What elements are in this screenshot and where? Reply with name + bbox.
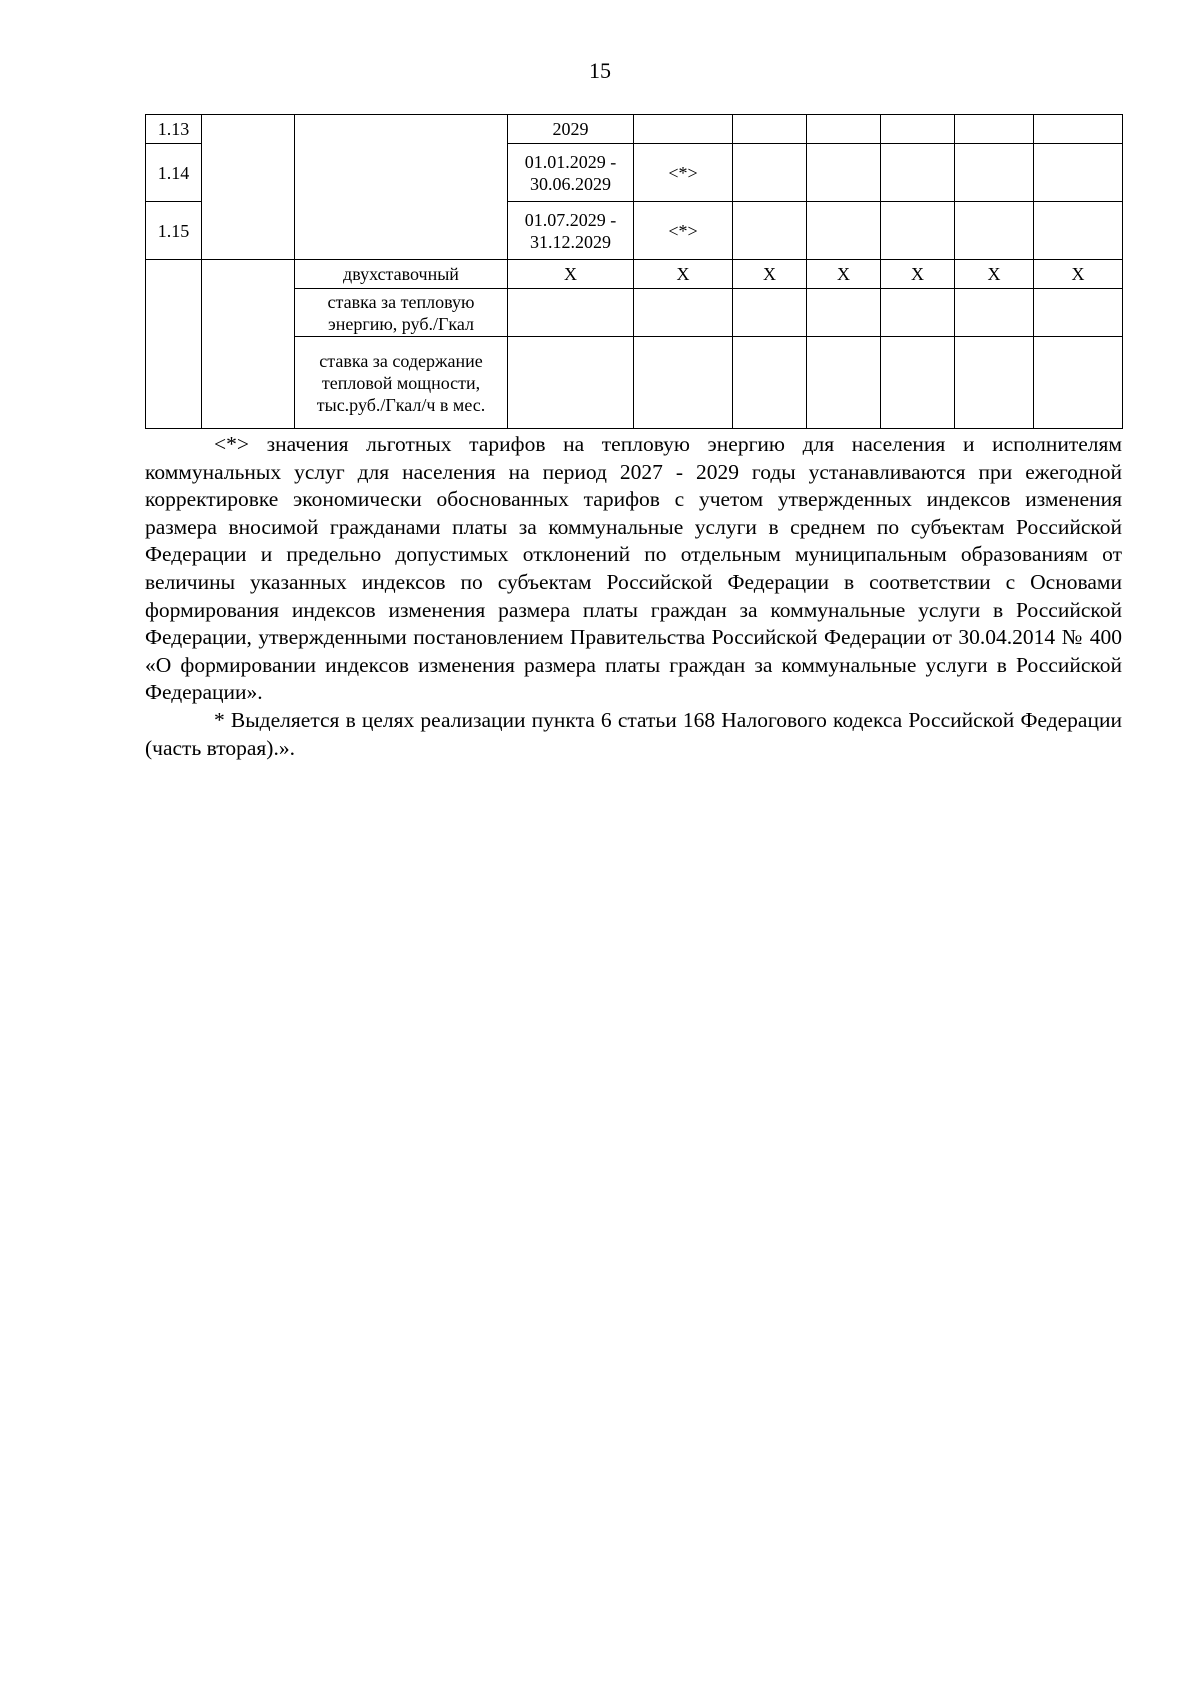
x-mark: Х (733, 260, 807, 289)
table-row (146, 260, 1123, 289)
empty-cell (733, 337, 807, 429)
empty-cell (1034, 337, 1123, 429)
empty-cell (508, 289, 634, 337)
value-cell: <*> (634, 144, 733, 202)
footnote-preferential-tariffs: <*> значения льготных тарифов на тепловую энергию для населения и исполнителям коммунальных услуг для населения на период 2027 - 2029 годы устанавливаются при ежегодной корректировке экономически обоснованных тарифов с учетом утвержденных индексов изменения размера вносимой гражданами платы за коммунальные услуги в среднем по субъектам Российской Федерации и предельно допустимых отклонений по отдельным муниципальным образованиям от величины указанных индексов по субъектам Российской Федерации в соответствии с Основами формирования индексов изменения размера платы граждан за коммунальные услуги в Российской Федерации, утвержденными постановлением Правительства Российской Федерации от 30.04.2014 № 400 «О формировании индексов изменения размера платы граждан за коммунальные услуги в Российской Федерации». (145, 432, 1122, 705)
empty-cell (1034, 115, 1123, 144)
empty-cell (508, 337, 634, 429)
x-mark: Х (634, 260, 733, 289)
empty-cell (733, 289, 807, 337)
empty-cell (1034, 144, 1123, 202)
empty-cell (881, 115, 955, 144)
empty-cell (955, 144, 1034, 202)
two-part-tariff-label: двухставочный (295, 260, 508, 289)
empty-cell (807, 289, 881, 337)
page-number: 15 (589, 58, 611, 83)
empty-cell (955, 115, 1034, 144)
x-mark: Х (807, 260, 881, 289)
empty-cell (881, 289, 955, 337)
value-cell (634, 115, 733, 144)
empty-cell (146, 260, 202, 429)
empty-cell (807, 115, 881, 144)
empty-cell (881, 337, 955, 429)
empty-cell (807, 337, 881, 429)
empty-cell (881, 144, 955, 202)
empty-cell (1034, 289, 1123, 337)
empty-cell (634, 337, 733, 429)
period-cell: 2029 (508, 115, 634, 144)
empty-cell (733, 202, 807, 260)
empty-cell (807, 202, 881, 260)
tariff-table (145, 114, 1123, 429)
x-mark: Х (1034, 260, 1123, 289)
value-cell: <*> (634, 202, 733, 260)
empty-cell (955, 202, 1034, 260)
empty-cell (955, 289, 1034, 337)
period-cell: 01.01.2029 - 30.06.2029 (508, 144, 634, 202)
empty-cell (733, 115, 807, 144)
x-mark: Х (881, 260, 955, 289)
empty-cell (807, 144, 881, 202)
x-mark: Х (955, 260, 1034, 289)
empty-cell (881, 202, 955, 260)
heat-rate-label: ставка за тепловую энергию, руб./Гкал (295, 289, 508, 337)
period-cell: 01.07.2029 - 31.12.2029 (508, 202, 634, 260)
footnote-tax-code: * Выделяется в целях реализации пункта 6 статьи 168 Налогового кодекса Российской Федерации (часть вторая).». (145, 707, 1122, 760)
row-number: 1.14 (146, 144, 202, 202)
empty-cell (202, 115, 295, 260)
empty-cell (202, 260, 295, 429)
empty-cell (955, 337, 1034, 429)
row-number: 1.15 (146, 202, 202, 260)
table-row (146, 115, 1123, 144)
row-number: 1.13 (146, 115, 202, 144)
empty-cell (295, 115, 508, 260)
empty-cell (733, 144, 807, 202)
empty-cell (634, 289, 733, 337)
footnotes (145, 431, 1122, 762)
capacity-rate-label: ставка за содержание тепловой мощности, тыс.руб./Гкал/ч в мес. (295, 337, 508, 429)
empty-cell (1034, 202, 1123, 260)
x-mark: Х (508, 260, 634, 289)
